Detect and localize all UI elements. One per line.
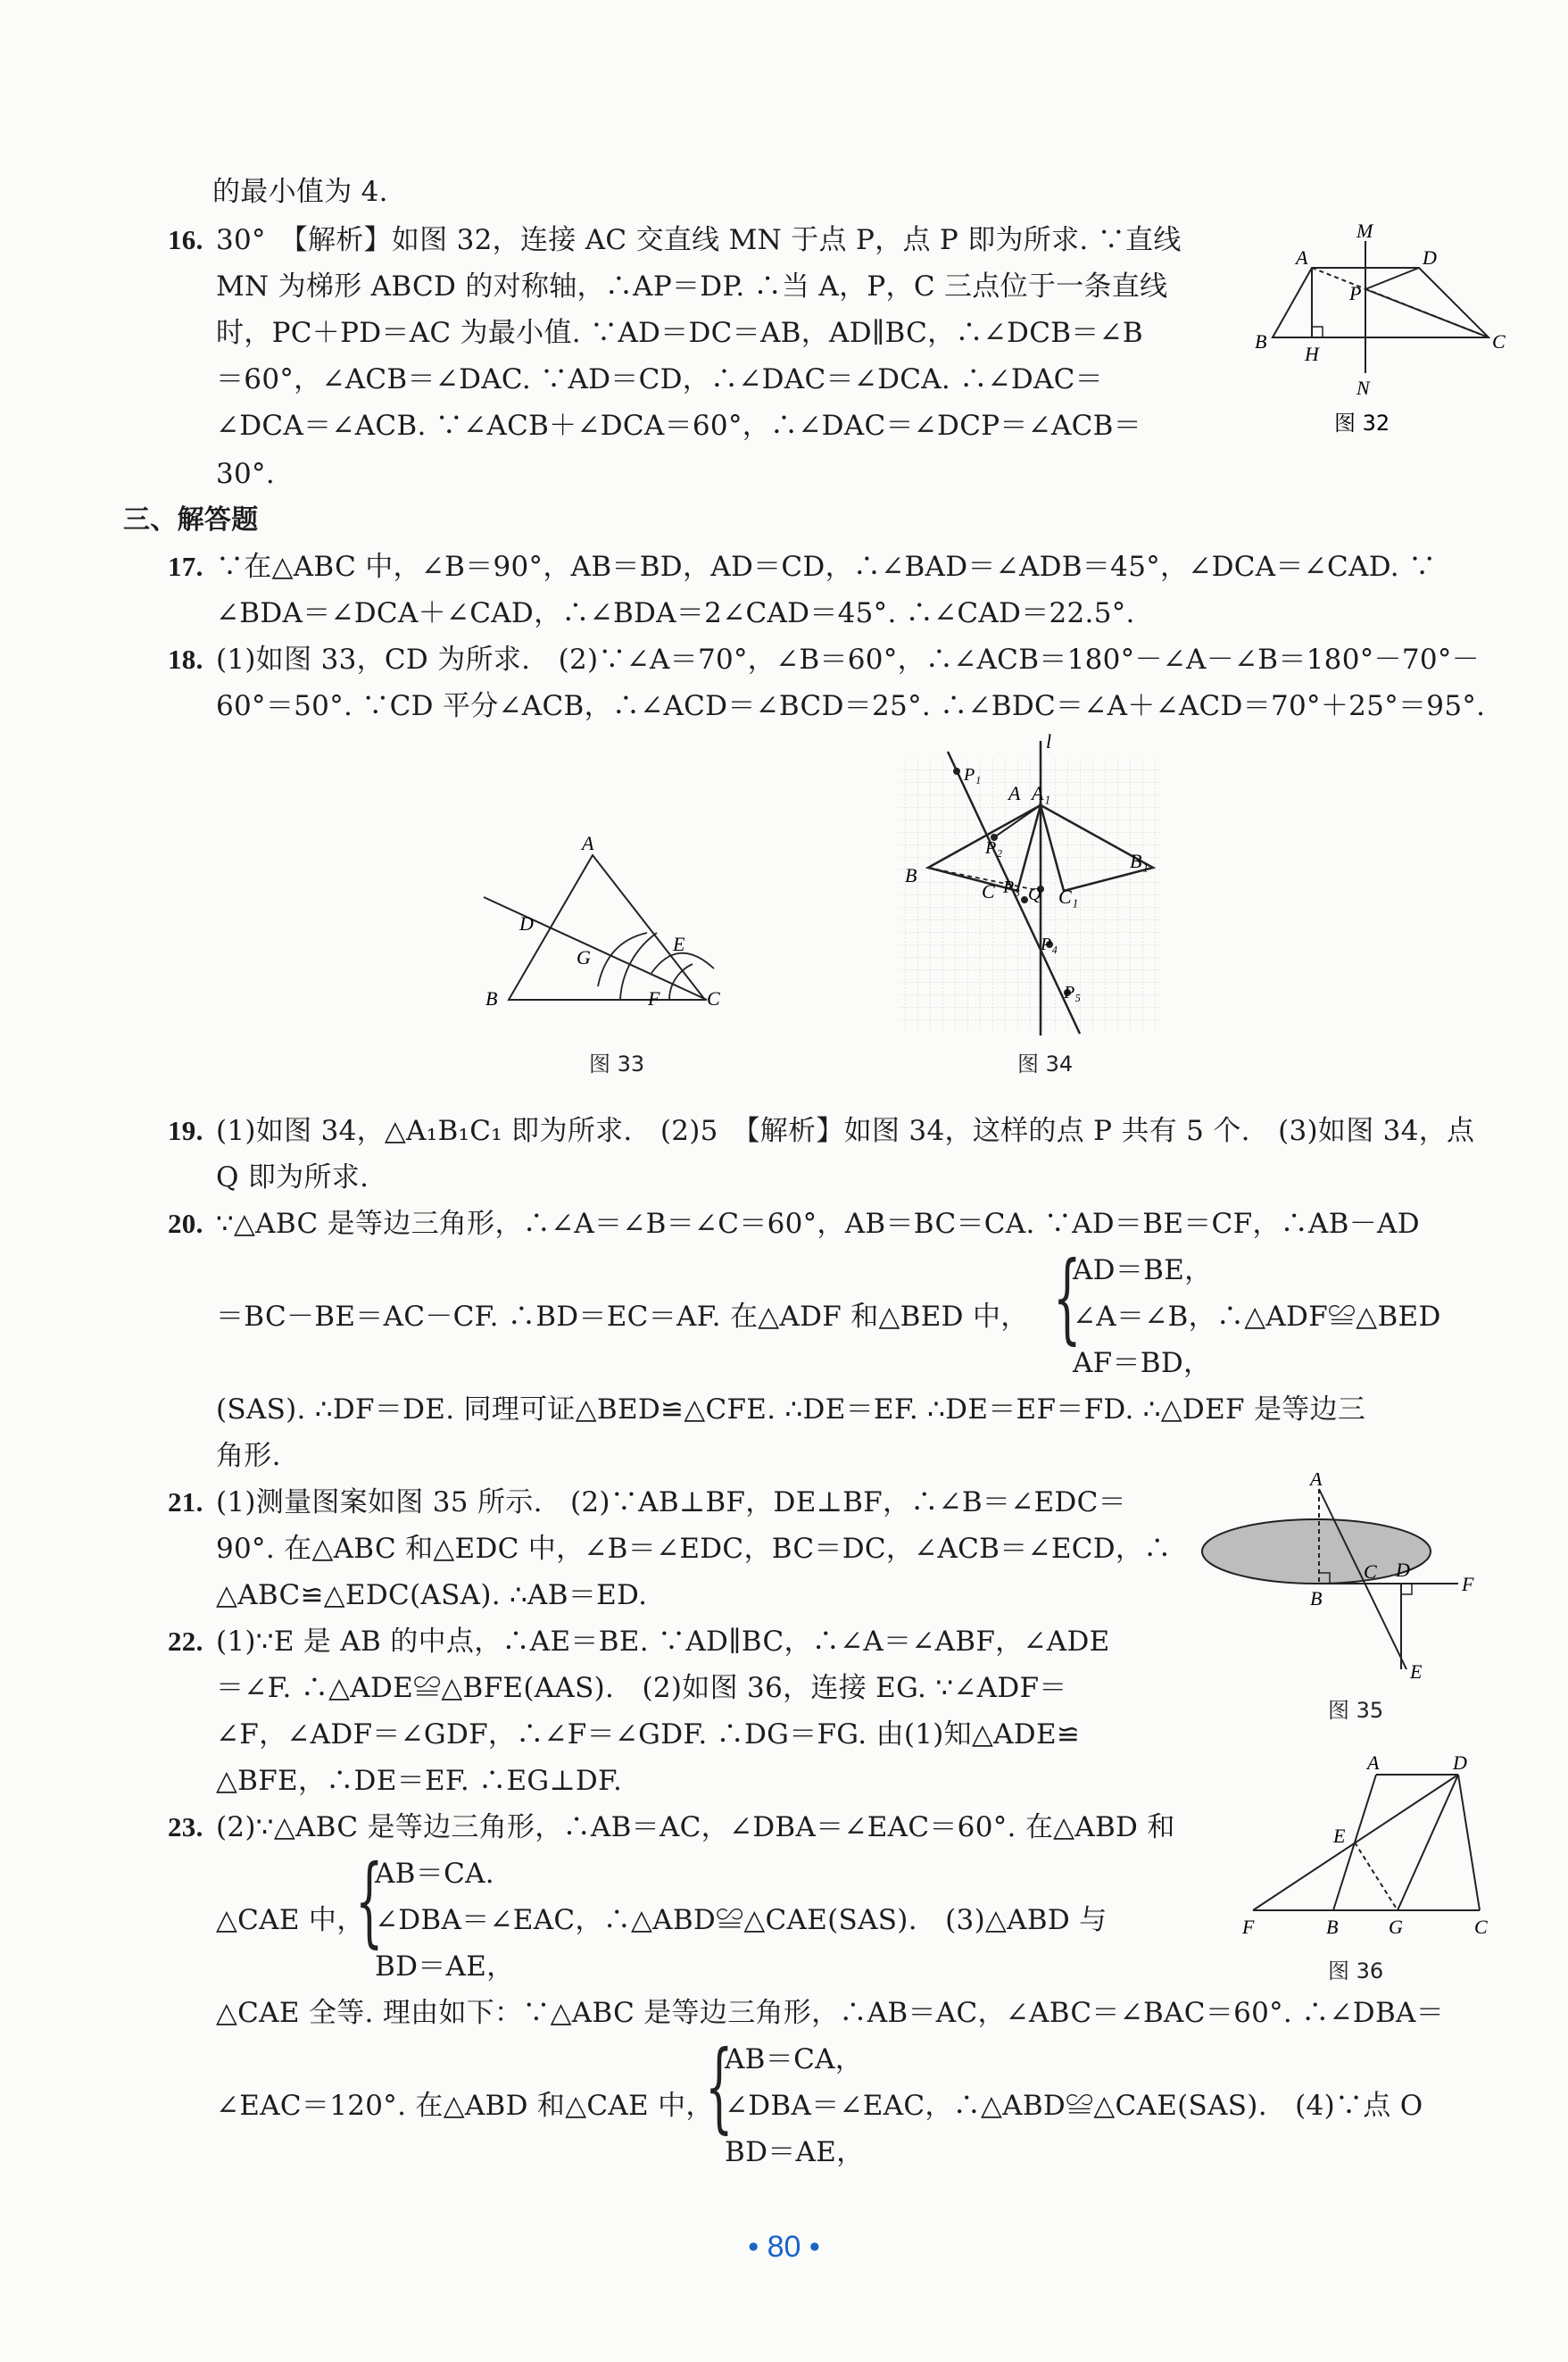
brace: { <box>1053 1240 1082 1354</box>
text-line: ∵在△ABC 中，∠B＝90°，AB＝BD，AD＝CD，∴∠BAD＝∠ADB＝45°，∠DCA＝∠CAD. ∵ <box>216 551 1437 583</box>
label-b: B <box>485 987 498 1010</box>
label-p5: P₅ <box>1064 983 1082 1002</box>
label-c: C <box>982 880 995 902</box>
text-line: ∠BDA＝∠DCA＋∠CAD，∴∠BDA＝2∠CAD＝45°. ∴∠CAD＝22.5°. <box>216 597 1135 629</box>
text-line: (SAS). ∴DF＝DE. 同理可证△BED≌△CFE. ∴DE＝EF. ∴DE＝EF＝FD. ∴△DEF 是等边三 <box>216 1393 1366 1426</box>
label-n: N <box>1356 377 1370 399</box>
figure-caption: 图 32 <box>1334 411 1390 436</box>
label-e: E <box>1410 1660 1423 1683</box>
text-line: MN 为梯形 ABCD 的对称轴，∴AP＝DP. ∴当 A，P，C 三点位于一条直线 <box>216 270 1168 303</box>
text-line: 时，PC＋PD＝AC 为最小值. ∵AD＝DC＝AB，AD∥BC，∴∠DCB＝∠B <box>216 317 1143 349</box>
segment-eg <box>1355 1842 1398 1910</box>
label-b1: B₁ <box>1130 850 1149 872</box>
section-title: 三、解答题 <box>123 504 259 536</box>
problem-number-18: 18. <box>168 644 203 675</box>
figure-36 <box>1240 1750 1508 1964</box>
brace: { <box>705 2029 734 2143</box>
label-p: P <box>1349 282 1362 304</box>
text-line: Q 即为所求. <box>216 1161 369 1193</box>
problem-number-22: 22. <box>168 1626 203 1657</box>
segment-pd <box>1365 268 1419 289</box>
text-line: △BFE，∴DE＝EF. ∴EG⊥DF. <box>216 1765 623 1797</box>
label-f: F <box>648 987 660 1010</box>
label-a1: A₁ <box>1032 782 1051 804</box>
label-p3: P₃ <box>1003 877 1021 897</box>
system-line-bottom: BD＝AE， <box>375 1950 515 1983</box>
right-angle-mark <box>1312 327 1323 337</box>
system-line-middle: ∠A＝∠B，∴△ADF≌△BED <box>1073 1301 1441 1333</box>
text-line: ＝60°，∠ACB＝∠DAC. ∵AD＝CD，∴∠DAC＝∠DCA. ∴∠DAC＝ <box>216 363 1103 395</box>
label-a: A <box>582 832 594 854</box>
segment-dc <box>1458 1775 1480 1910</box>
text-line: ＝BC－BE＝AC－CF. ∴BD＝EC＝AF. 在△ADF 和△BED 中， <box>216 1301 1029 1333</box>
text-line: ∵△ABC 是等边三角形，∴∠A＝∠B＝∠C＝60°，AB＝BC＝CA. ∵AD＝BE＝CF，∴AB－AD <box>216 1208 1420 1240</box>
system-line-bottom: BD＝AE， <box>725 2136 865 2168</box>
text-line: 60°＝50°. ∵CD 平分∠ACB，∴∠ACD＝∠BCD＝25°. ∴∠BDC＝∠A＋∠ACD＝70°＋25°＝95°. <box>216 690 1486 722</box>
system-line-middle: ∠DBA＝∠EAC，∴△ABD≌△CAE(SAS). (4)∵点 O <box>725 2090 1423 2122</box>
label-d: D <box>1453 1751 1467 1774</box>
problem-number-20: 20. <box>168 1208 203 1239</box>
system-line-top: AD＝BE， <box>1073 1254 1213 1286</box>
text-line: ∠DCA＝∠ACB. ∵∠ACB＋∠DCA＝60°，∴∠DAC＝∠DCP＝∠ACB＝ <box>216 410 1142 442</box>
page-number: • 80 • <box>748 2230 820 2264</box>
label-b: B <box>1255 330 1267 353</box>
system-line-top: AB＝CA. <box>375 1858 494 1890</box>
label-g: G <box>577 946 591 969</box>
text-line: (1)如图 34，△A₁B₁C₁ 即为所求. (2)5 【解析】如图 34，这样的点 P 共有 5 个. (3)如图 34，点 <box>216 1115 1475 1147</box>
right-angle-mark-d <box>1401 1584 1412 1594</box>
label-b: B <box>1326 1916 1339 1938</box>
label-a: A <box>1367 1751 1380 1774</box>
label-d: D <box>519 912 534 935</box>
text-line: ＝∠F. ∴△ADE≌△BFE(AAS). (2)如图 36，连接 EG. ∵∠ADF＝ <box>216 1672 1067 1704</box>
brace: { <box>355 1843 384 1958</box>
figure-35 <box>1196 1473 1490 1714</box>
text-line: △CAE 中， <box>216 1904 365 1936</box>
point-p1 <box>953 768 960 775</box>
label-m: M <box>1356 223 1373 242</box>
text-line: (2)∵△ABC 是等边三角形，∴AB＝AC，∠DBA＝∠EAC＝60°. 在△ABD 和 <box>216 1811 1175 1843</box>
text-line: ∠EAC＝120°. 在△ABD 和△CAE 中， <box>216 2090 714 2122</box>
label-b: B <box>1310 1587 1323 1609</box>
text-line: 30° 【解析】如图 32，连接 AC 交直线 MN 于点 P，点 P 即为所求. ∵直线 <box>216 224 1182 256</box>
label-p4: P₄ <box>1041 935 1058 954</box>
problem-number-21: 21. <box>168 1486 203 1518</box>
text-line: (1)测量图案如图 35 所示. (2)∵AB⊥BF，DE⊥BF，∴∠B＝∠EDC＝ <box>216 1486 1126 1518</box>
label-p1: P₁ <box>964 765 982 785</box>
label-d: D <box>1396 1559 1410 1581</box>
segment-be <box>1319 1584 1406 1669</box>
label-c: C <box>1474 1916 1488 1938</box>
label-a: A <box>1008 782 1021 804</box>
text-line: 角形. <box>216 1440 281 1472</box>
label-q: Q <box>1028 885 1041 904</box>
problem-number-17: 17. <box>168 551 203 582</box>
text-line: (1)∵E 是 AB 的中点，∴AE＝BE. ∵AD∥BC，∴∠A＝∠ABF，∠ADE <box>216 1626 1110 1658</box>
label-f: F <box>1462 1573 1474 1595</box>
label-c: C <box>707 987 720 1010</box>
text-line: ∠F，∠ADF＝∠GDF，∴∠F＝∠GDF. ∴DG＝FG. 由(1)知△ADE≌ <box>216 1718 1081 1751</box>
label-p2: P₂ <box>985 838 1003 858</box>
label-b: B <box>905 864 917 886</box>
trapezoid-abcd <box>1273 268 1489 337</box>
construction-arc-4 <box>598 933 647 986</box>
label-c1: C₁ <box>1058 886 1079 908</box>
text-line: 30°. <box>216 458 276 490</box>
point-p3 <box>1021 896 1028 903</box>
label-e: E <box>673 933 685 955</box>
label-e: E <box>1333 1825 1346 1847</box>
text-line: △ABC≌△EDC(ASA). ∴AB＝ED. <box>216 1579 648 1611</box>
text-line: 的最小值为 4. <box>212 176 388 208</box>
problem-number-23: 23. <box>168 1811 203 1842</box>
text-line: △CAE 全等. 理由如下：∵△ABC 是等边三角形，∴AB＝AC，∠ABC＝∠BAC＝60°. ∴∠DBA＝ <box>216 1997 1445 2029</box>
label-c: C <box>1492 330 1506 353</box>
segment-pc <box>1365 289 1489 337</box>
figure-32 <box>1249 223 1508 446</box>
system-line-middle: ∠DBA＝∠EAC，∴△ABD≌△CAE(SAS). (3)△ABD 与 <box>375 1904 1108 1936</box>
system-line-bottom: AF＝BD， <box>1073 1347 1212 1379</box>
figure-34 <box>892 732 1187 1035</box>
text-line: (1)如图 33，CD 为所求. (2)∵∠A＝70°，∠B＝60°，∴∠ACB＝180°－∠A－∠B＝180°－70°－ <box>216 644 1480 676</box>
figure-33 <box>473 830 741 1062</box>
text-line: 90°. 在△ABC 和△EDC 中，∠B＝∠EDC，BC＝DC，∠ACB＝∠ECD，∴ <box>216 1533 1172 1565</box>
label-c: C <box>1364 1560 1377 1583</box>
problem-number-16: 16. <box>168 224 203 255</box>
label-d: D <box>1423 246 1437 269</box>
figure-35-caption: 图 35 <box>1328 1698 1384 1723</box>
figure-36-caption: 图 36 <box>1328 1959 1384 1984</box>
figure-33-caption: 图 33 <box>589 1052 645 1077</box>
label-f: F <box>1242 1916 1255 1938</box>
label-h: H <box>1305 343 1319 365</box>
problem-number-19: 19. <box>168 1115 203 1146</box>
label-a: A <box>1310 1473 1323 1490</box>
system-line-top: AB＝CA， <box>725 2043 864 2075</box>
figure-34-caption: 图 34 <box>1017 1052 1074 1077</box>
label-g: G <box>1389 1916 1403 1938</box>
label-l: l <box>1046 732 1052 753</box>
label-a: A <box>1296 246 1308 269</box>
